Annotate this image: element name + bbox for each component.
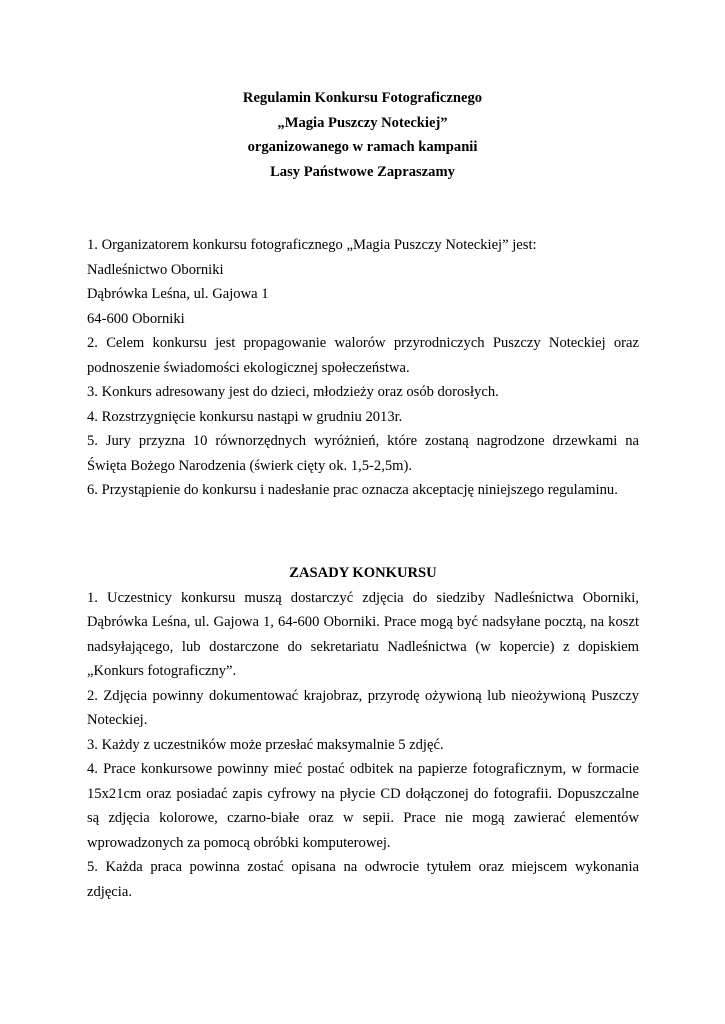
document-title [0, 86, 725, 184]
title-line-3: organizowanego w ramach kampanii [247, 139, 478, 155]
rule-3: 3. Każdy z uczestników może przesłać maksymalnie 5 zdjęć. [87, 736, 444, 753]
point-2: 2. Celem konkursu jest propagowanie walorów przyrodniczych Puszczy Noteckiej oraz podnoszenie świadomości ekologicznej społeczeństwa. [87, 335, 639, 376]
rule-1: 1. Uczestnicy konkursu muszą dostarczyć zdjęcia do siedziby Nadleśnictwa Oborniki, Dąbrówka Leśna, ul. Gajowa 1, 64-600 Oborniki. Prace mogą być nadsyłane pocztą, na koszt nadsyłającego, lub dostarczone do sekretariatu Nadleśnictwa (w kopercie) z dopiskiem „Konkurs fotograficzny”. [87, 589, 639, 679]
rule-4: 4. Prace konkursowe powinny mieć postać odbitek na papierze fotograficznym, w formacie 15x21cm oraz posiadać zapis cyfrowy na płycie CD dołączonej do fotografii. Dopuszczalne są zdjęcia kolorowe, czarno-białe oraz w sepii. Prace nie mogą zawierać elementów wprowadzonych za pomocą obróbki komputerowej. [87, 761, 639, 851]
title-line-4: Lasy Państwowe Zapraszamy [270, 163, 455, 180]
organizer-address: Dąbrówka Leśna, ul. Gajowa 1 [87, 286, 269, 302]
organizer-name: Nadleśnictwo Oborniki [87, 261, 224, 278]
title-line-1: Regulamin Konkursu Fotograficznego [242, 90, 483, 106]
title-line-2: „Magia Puszczy Noteckiej” [277, 114, 448, 131]
rule-5: 5. Każda praca powinna zostać opisana na odwrocie tytułem oraz miejscem wykonania zdjęcia. [87, 859, 639, 900]
rule-2: 2. Zdjęcia powinny dokumentować krajobraz, przyrodę ożywioną lub nieożywioną Puszczy Noteckiej. [87, 687, 639, 728]
general-section [87, 233, 639, 503]
point-3: 3. Konkurs adresowany jest do dzieci, młodzieży oraz osób dorosłych. [87, 384, 499, 400]
point-4: 4. Rozstrzygnięcie konkursu nastąpi w grudniu 2013r. [87, 408, 403, 425]
rules-heading: ZASADY KONKURSU [289, 565, 437, 581]
point-6: 6. Przystąpienie do konkursu i nadesłanie prac oznacza akceptację niniejszego regulaminu. [87, 482, 618, 498]
organizer-intro: 1. Organizatorem konkursu fotograficznego „Magia Puszczy Noteckiej” jest: [87, 237, 537, 253]
organizer-postal: 64-600 Oborniki [87, 310, 185, 327]
rules-section [87, 561, 639, 904]
point-5: 5. Jury przyzna 10 równorzędnych wyróżnień, które zostaną nagrodzone drzewkami na Święta Bożego Narodzenia (świerk cięty ok. 1,5-2,5m). [87, 433, 639, 474]
